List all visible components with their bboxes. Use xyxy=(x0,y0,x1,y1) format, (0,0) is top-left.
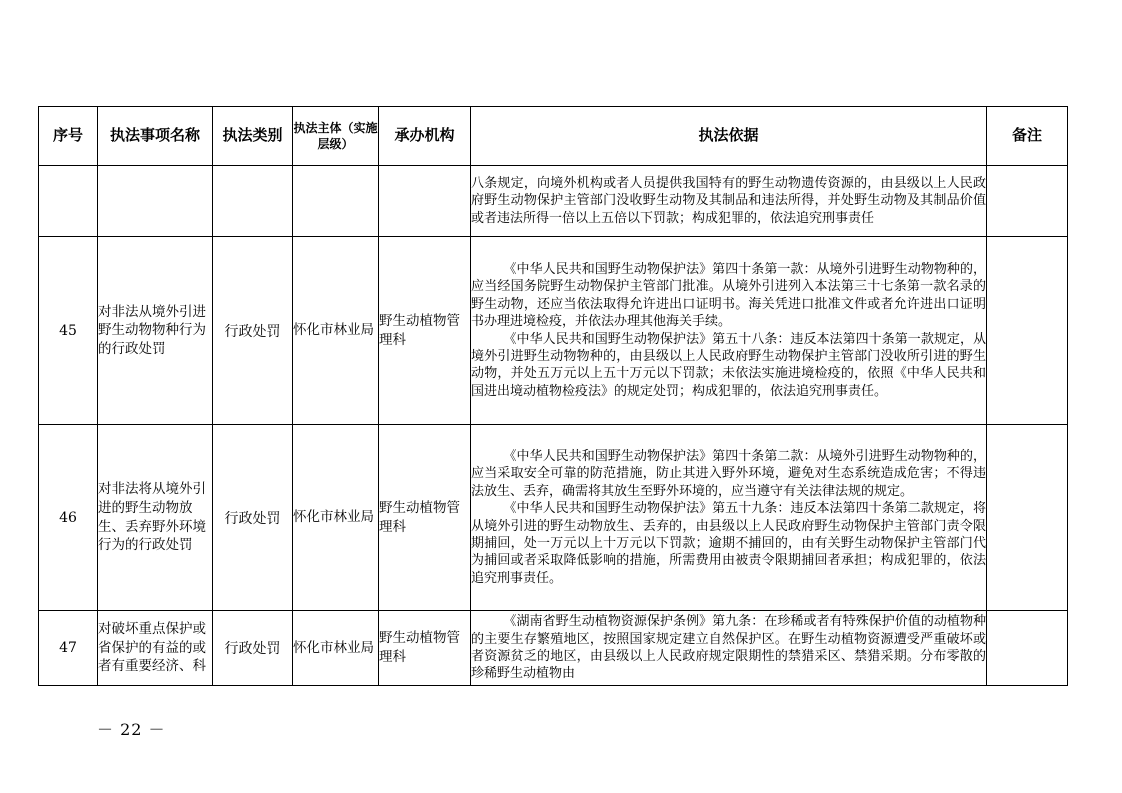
row-subject: 怀化市林业局 xyxy=(293,237,379,425)
row-basis xyxy=(471,237,987,425)
row-basis xyxy=(471,166,987,237)
row-agency: 野生动植物管理科 xyxy=(379,425,471,611)
row-remarks xyxy=(987,237,1068,425)
row-category xyxy=(213,166,293,237)
header-category: 执法类别 xyxy=(213,107,293,166)
basis-paragraph: 《中华人民共和国野生动物保护法》第五十九条：违反本法第四十条第二款规定，将从境外引进的野生动物放生、丢弃的，由县级以上人民政府野生动物保护主管部门责令限期捕回，处一万元以上十万元以下罚款；逾期不捕回的，由有关野生动物保护主管部门代为捕回或者采取降低影响的措施，所需费用由被责令限期捕回者承担；构成犯罪的，依法追究刑事责任。 xyxy=(471,501,986,586)
row-item-name: 对非法从境外引进野生动物物种行为的行政处罚 xyxy=(98,237,213,425)
table-header-row xyxy=(39,107,1068,166)
row-agency xyxy=(379,166,471,237)
row-basis xyxy=(471,425,987,611)
basis-paragraph: 《中华人民共和国野生动物保护法》第五十八条：违反本法第四十条第一款规定，从境外引进野生动物物种的，由县级以上人民政府野生动物保护主管部门没收所引进的野生动物，并处五万元以上五十万元以下罚款；未依法实施进境检疫的，依照《中华人民共和国进出境动植物检疫法》的规定处罚；构成犯罪的，依法追究刑事责任。 xyxy=(471,331,986,399)
row-agency: 野生动植物管理科 xyxy=(379,611,471,686)
row-remarks xyxy=(987,166,1068,237)
enforcement-table xyxy=(38,106,1068,686)
header-agency: 承办机构 xyxy=(379,107,471,166)
row-seq: 47 xyxy=(39,611,98,686)
table-row xyxy=(39,166,1068,237)
basis-paragraph: 八条规定，向境外机构或者人员提供我国特有的野生动物遗传资源的，由县级以上人民政府野生动物保护主管部门没收野生动物及其制品和违法所得，并处野生动物及其制品价值或者违法所得一倍以上五倍以下罚款；构成犯罪的，依法追究刑事责任 xyxy=(471,175,986,226)
basis-paragraph: 《湖南省野生动植物资源保护条例》第九条：在珍稀或者有特殊保护价值的动植物种的主要生存繁殖地区，按照国家规定建立自然保护区。在野生动植物资源遭受严重破坏或者资源贫乏的地区，由县级以上人民政府规定限期性的禁猎采区、禁猎采期。分布零散的珍稀野生动植物由 xyxy=(471,614,986,682)
row-seq xyxy=(39,166,98,237)
header-subject: 执法主体（实施层级） xyxy=(293,107,379,166)
table-row xyxy=(39,425,1068,611)
row-remarks xyxy=(987,611,1068,686)
header-remarks: 备注 xyxy=(987,107,1068,166)
row-subject: 怀化市林业局 xyxy=(293,611,379,686)
row-subject: 怀化市林业局 xyxy=(293,425,379,611)
row-item-name: 对破坏重点保护或省保护的有益的或者有重要经济、科 xyxy=(98,611,213,686)
page-number: － 22 － xyxy=(97,720,166,739)
row-item-name xyxy=(98,166,213,237)
table-row xyxy=(39,237,1068,425)
table-row xyxy=(39,611,1068,686)
row-category: 行政处罚 xyxy=(213,425,293,611)
row-subject xyxy=(293,166,379,237)
row-agency: 野生动植物管理科 xyxy=(379,237,471,425)
header-seq: 序号 xyxy=(39,107,98,166)
row-seq: 45 xyxy=(39,237,98,425)
basis-paragraph: 《中华人民共和国野生动物保护法》第四十条第一款：从境外引进野生动物物种的，应当经国务院野生动物保护主管部门批准。从境外引进列入本法第三十七条第一款名录的野生动物，还应当依法取得允许进出口证明书。海关凭进口批准文件或者允许进出口证明书办理进境检疫，并依法办理其他海关手续。 xyxy=(471,261,986,330)
header-basis: 执法依据 xyxy=(471,107,987,166)
row-seq: 46 xyxy=(39,425,98,611)
row-remarks xyxy=(987,425,1068,611)
basis-paragraph: 《中华人民共和国野生动物保护法》第四十条第二款：从境外引进野生动物物种的，应当采取安全可靠的防范措施，防止其进入野外环境，避免对生态系统造成危害；不得违法放生、丢弃，确需将其放生至野外环境的，应当遵守有关法律法规的规定。 xyxy=(471,448,986,499)
row-category: 行政处罚 xyxy=(213,611,293,686)
header-item-name: 执法事项名称 xyxy=(98,107,213,166)
row-item-name: 对非法将从境外引进的野生动物放生、丢弃野外环境行为的行政处罚 xyxy=(98,425,213,611)
row-category: 行政处罚 xyxy=(213,237,293,425)
row-basis xyxy=(471,611,987,686)
